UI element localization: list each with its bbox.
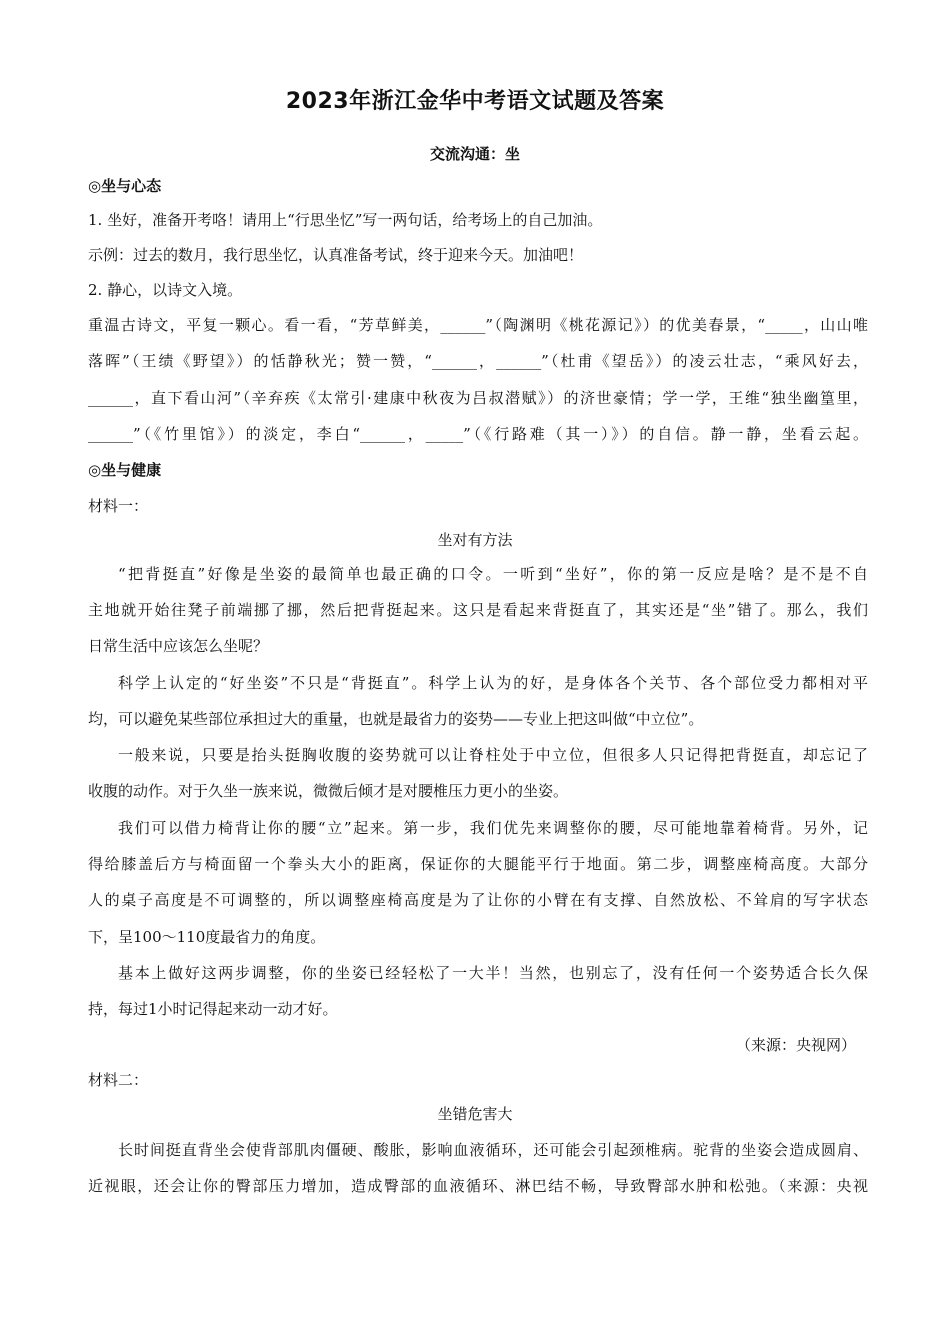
material-1-line: “把背挺直”好像是坐姿的最简单也最正确的口令。一听到“坐好”，你的第一反应是啥？是不是不自	[118, 565, 868, 583]
section-subtitle: 交流沟通：坐	[429, 145, 520, 163]
material-1-line: 收腹的动作。对于久坐一族来说，微微后倾才是对腰椎压力更小的坐姿。	[88, 782, 569, 800]
poem-line: 落晖”（王绩《野望》）的恬静秋光；赞一赞，“______，______”（杜甫《望岳》）的凌云壮志，“乘风好去，	[88, 352, 868, 370]
question-1: 1. 坐好，准备开考咯！请用上“行思坐忆”写一两句话，给考场上的自己加油。	[88, 211, 603, 229]
material-1-line: 基本上做好这两步调整，你的坐姿已经轻松了一大半！当然，也别忘了，没有任何一个姿势适合长久保	[118, 964, 868, 982]
material-2-label: 材料二：	[88, 1071, 149, 1089]
document-title: 2023年浙江金华中考语文试题及答案	[285, 89, 665, 114]
material-1-line: 科学上认定的“好坐姿”不只是“背挺直”。科学上认为的好，是身体各个关节、各个部位受力都相对平	[118, 674, 868, 692]
material-1-source: （来源：央视网）	[735, 1036, 856, 1054]
material-1-title: 坐对有方法	[437, 531, 513, 549]
poem-line: 重温古诗文，平复一颗心。看一看，“芳草鲜美，______”（陶渊明《桃花源记》）的优美春景，“_____，山山唯	[88, 316, 868, 334]
material-1-line: 下，呈100～110度最省力的角度。	[88, 928, 326, 946]
poem-line: ______，直下看山河”（辛弃疾《太常引·建康中秋夜为吕叔潜赋》）的济世豪情；学一学，王维“独坐幽篁里，	[88, 389, 868, 407]
poem-line: ______”（《竹里馆》）的淡定，李白“______，_____”（《行路难（其一）》）的自信。静一静，坐看云起。	[88, 425, 868, 443]
material-1-line: 均，可以避免某些部位承担过大的重量，也就是最省力的姿势——专业上把这叫做“中立位”。	[88, 710, 704, 728]
material-1-line: 日常生活中应该怎么坐呢？	[88, 637, 269, 655]
material-1-label: 材料一：	[88, 497, 149, 515]
material-1-line: 我们可以借力椅背让你的腰“立”起来。第一步，我们优先来调整你的腰，尽可能地靠着椅背。另外，记	[118, 819, 868, 837]
section-heading-health: ◎坐与健康	[88, 461, 162, 479]
question-2: 2. 静心，以诗文入境。	[88, 281, 243, 299]
material-1-line: 得给膝盖后方与椅面留一个拳头大小的距离，保证你的大腿能平行于地面。第二步，调整座椅高度。大部分	[88, 855, 868, 873]
material-2-title: 坐错危害大	[437, 1105, 513, 1123]
material-1-line: 人的桌子高度是不可调整的，所以调整座椅高度是为了让你的小臂在有支撑、自然放松、不耸肩的写字状态	[88, 891, 868, 909]
section-heading-mindset: ◎坐与心态	[88, 177, 162, 195]
material-1-line: 持，每过1小时记得起来动一动才好。	[88, 1000, 338, 1018]
example-answer: 示例：过去的数月，我行思坐忆，认真准备考试，终于迎来今天。加油吧！	[88, 246, 584, 264]
material-1-line: 一般来说，只要是抬头挺胸收腹的姿势就可以让脊柱处于中立位，但很多人只记得把背挺直，却忘记了	[118, 746, 868, 764]
material-1-line: 主地就开始往凳子前端挪了挪，然后把背挺起来。这只是看起来背挺直了，其实还是“坐”错了。那么，我们	[88, 601, 868, 619]
material-2-line: 长时间挺直背坐会使背部肌肉僵硬、酸胀，影响血液循环，还可能会引起颈椎病。驼背的坐姿会造成圆肩、	[118, 1141, 868, 1159]
material-2-line: 近视眼，还会让你的臀部压力增加，造成臀部的血液循环、淋巴结不畅，导致臀部水肿和松弛。（来源：央视	[88, 1177, 868, 1195]
